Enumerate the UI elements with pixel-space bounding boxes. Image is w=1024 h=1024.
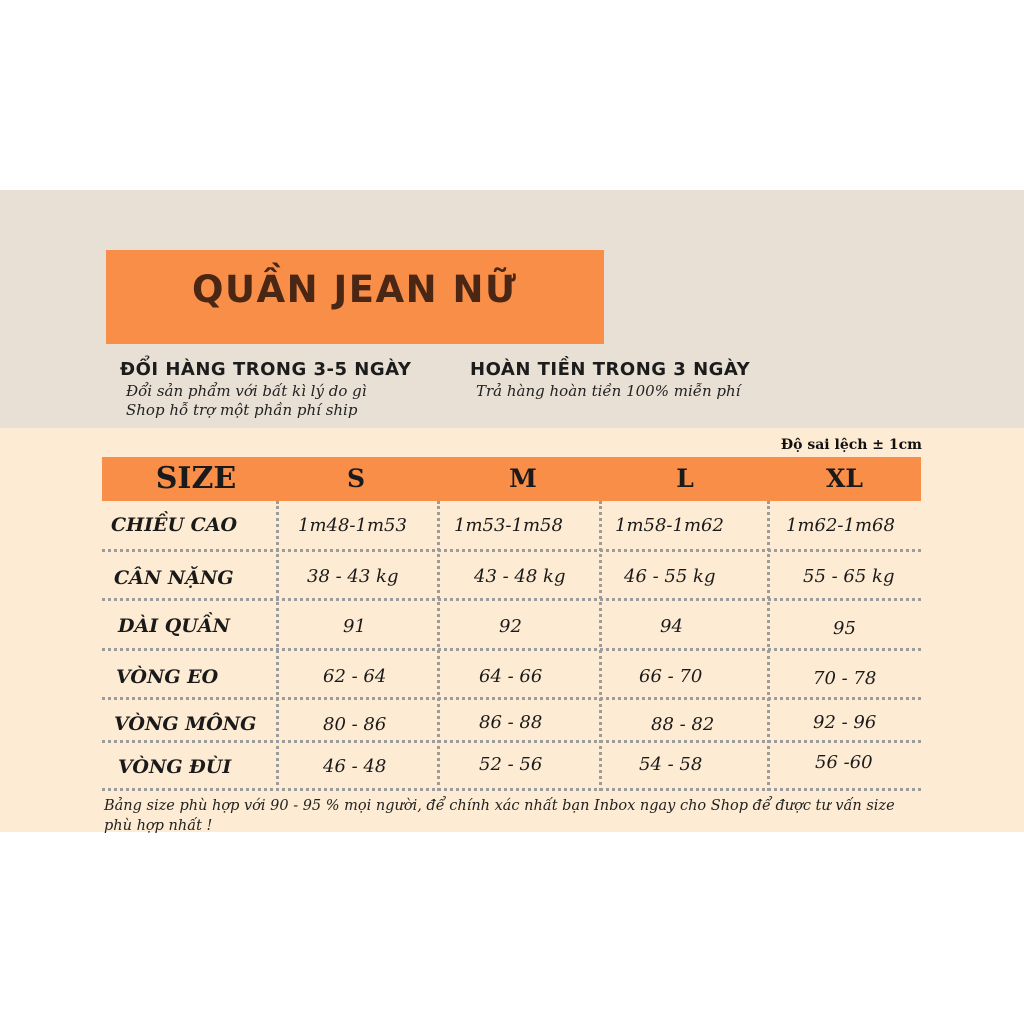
table-cell: 66 - 70 [639,666,703,687]
table-cell: 1m53-1m58 [454,515,563,536]
row-label-thigh: VÒNG ĐÙI [118,756,232,778]
table-cell: 1m58-1m62 [615,515,724,536]
tolerance-note: Độ sai lệch ± 1cm [780,437,922,453]
refund-policy-heading: HOÀN TIỀN TRONG 3 NGÀY [470,359,751,380]
row-divider [102,697,921,700]
row-label-waist: VÒNG EO [116,666,219,688]
table-cell: 95 [833,618,856,639]
table-cell: 56 -60 [815,752,873,773]
table-cell: 91 [343,616,366,637]
exchange-policy-line: Đổi sản phẩm với bất kì lý do gì [126,382,367,400]
table-cell: 43 - 48 kg [474,566,566,587]
size-header-l: L [676,464,694,493]
table-cell: 1m62-1m68 [786,515,895,536]
table-cell: 64 - 66 [479,666,543,687]
row-label-height: CHIỀU CAO [111,514,238,536]
column-divider [767,501,770,791]
table-cell: 94 [660,616,683,637]
exchange-policy-heading: ĐỔI HÀNG TRONG 3-5 NGÀY [120,359,412,380]
column-divider [599,501,602,791]
row-divider [102,788,921,791]
table-cell: 86 - 88 [479,712,543,733]
column-divider [276,501,279,791]
table-cell: 1m48-1m53 [298,515,407,536]
row-divider [102,598,921,601]
table-cell: 80 - 86 [323,714,387,735]
footnote: Bảng size phù hợp với 90 - 95 % mọi người, để chính xác nhất bạn Inbox ngay cho Shop để được tư vấn size phù hợp nhất ! [104,798,895,834]
size-table-header [102,457,921,501]
exchange-policy [120,359,411,420]
row-label-weight: CÂN NẶNG [114,567,234,589]
row-label-length: DÀI QUẦN [118,615,230,637]
table-cell: 46 - 55 kg [624,566,716,587]
title-banner [106,250,604,344]
row-label-hip: VÒNG MÔNG [114,713,257,735]
table-cell: 92 - 96 [813,712,877,733]
refund-policy-line: Trả hàng hoàn tiền 100% miễn phí [476,382,741,400]
column-divider [437,501,440,791]
table-cell: 38 - 43 kg [307,566,399,587]
page-title: QUẦN JEAN NỮ [192,268,518,311]
table-cell: 88 - 82 [651,714,715,735]
size-header-xl: XL [826,464,863,493]
row-divider [102,648,921,651]
row-divider [102,549,921,552]
size-header-s: S [346,464,366,493]
exchange-policy-line: Shop hỗ trợ một phần phí ship [126,401,358,419]
size-header-m: M [509,464,537,493]
table-cell: 62 - 64 [323,666,387,687]
row-divider [102,740,921,743]
table-cell: 70 - 78 [813,668,877,689]
table-cell: 54 - 58 [639,754,703,775]
size-header-label: SIZE [155,461,237,496]
table-cell: 92 [499,616,522,637]
table-cell: 52 - 56 [479,754,543,775]
refund-policy [470,359,750,401]
table-cell: 55 - 65 kg [803,566,895,587]
table-cell: 46 - 48 [323,756,387,777]
